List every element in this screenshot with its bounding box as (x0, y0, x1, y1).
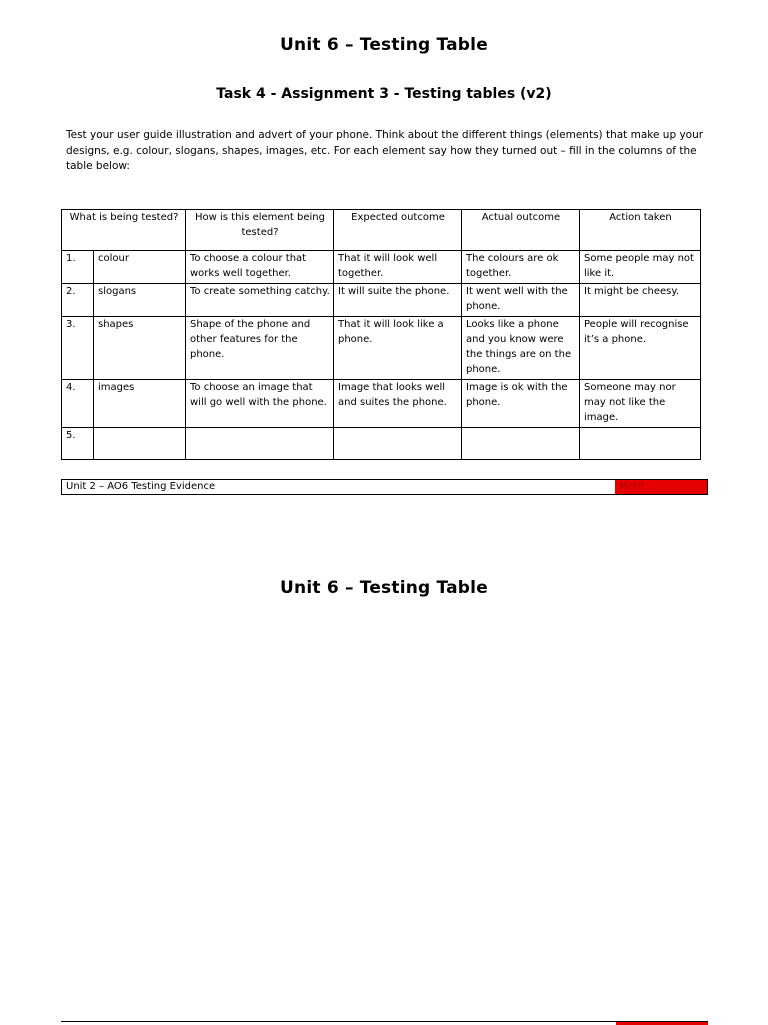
grade-badge: Merit (615, 480, 707, 494)
row-number: 1. (62, 251, 94, 284)
row-how: To create something catchy. (186, 284, 334, 317)
row-how: To choose an image that will go well with the phone. (186, 379, 334, 427)
row-action: It might be cheesy. (580, 284, 701, 317)
row-element: slogans (94, 284, 186, 317)
row-action: Someone may nor may not like the image. (580, 379, 701, 427)
row-how: To choose a colour that works well together. (186, 251, 334, 284)
page-footer (61, 479, 708, 495)
row-action (580, 427, 701, 459)
row-number: 4. (62, 379, 94, 427)
footer-label: Unit 2 – AO6 Testing Evidence (66, 481, 216, 492)
row-actual: The colours are ok together. (462, 251, 580, 284)
header-expected-outcome: Expected outcome (334, 210, 462, 251)
row-expected: Image that looks well and suites the phone. (334, 379, 462, 427)
row-expected: That it will look like a phone. (334, 316, 462, 379)
row-number: 5. (62, 427, 94, 459)
row-actual: Image is ok with the phone. (462, 379, 580, 427)
page2-title: Unit 6 – Testing Table (280, 578, 488, 598)
intro-paragraph: Test your user guide illustration and advert of your phone. Think about the different things (elements) that make up your designs, e.g. colour, slogans, shapes, images, etc. For each element say how they turned out – fill in the columns of the table below: (66, 129, 704, 172)
row-element: colour (94, 251, 186, 284)
header-what-tested: What is being tested? (62, 210, 186, 251)
header-action-taken: Action taken (580, 210, 701, 251)
row-number: 2. (62, 284, 94, 317)
table-row (62, 284, 701, 317)
row-element: shapes (94, 316, 186, 379)
row-action: Some people may not like it. (580, 251, 701, 284)
row-expected: It will suite the phone. (334, 284, 462, 317)
table-header-row (62, 210, 701, 251)
page-title: Unit 6 – Testing Table (280, 35, 488, 55)
table-row (62, 316, 701, 379)
testing-table (61, 209, 701, 460)
row-element (94, 427, 186, 459)
table-row (62, 427, 701, 459)
header-actual-outcome: Actual outcome (462, 210, 580, 251)
table-row (62, 379, 701, 427)
row-actual: It went well with the phone. (462, 284, 580, 317)
task-subtitle: Task 4 - Assignment 3 - Testing tables (v2) (216, 86, 552, 102)
row-how: Shape of the phone and other features for the phone. (186, 316, 334, 379)
table-row (62, 251, 701, 284)
row-how (186, 427, 334, 459)
row-expected (334, 427, 462, 459)
header-how-tested: How is this element being tested? (186, 210, 334, 251)
row-actual (462, 427, 580, 459)
row-expected: That it will look well together. (334, 251, 462, 284)
page2-footer-edge (61, 1021, 708, 1025)
row-actual: Looks like a phone and you know were the things are on the phone. (462, 316, 580, 379)
row-action: People will recognise it’s a phone. (580, 316, 701, 379)
row-number: 3. (62, 316, 94, 379)
row-element: images (94, 379, 186, 427)
